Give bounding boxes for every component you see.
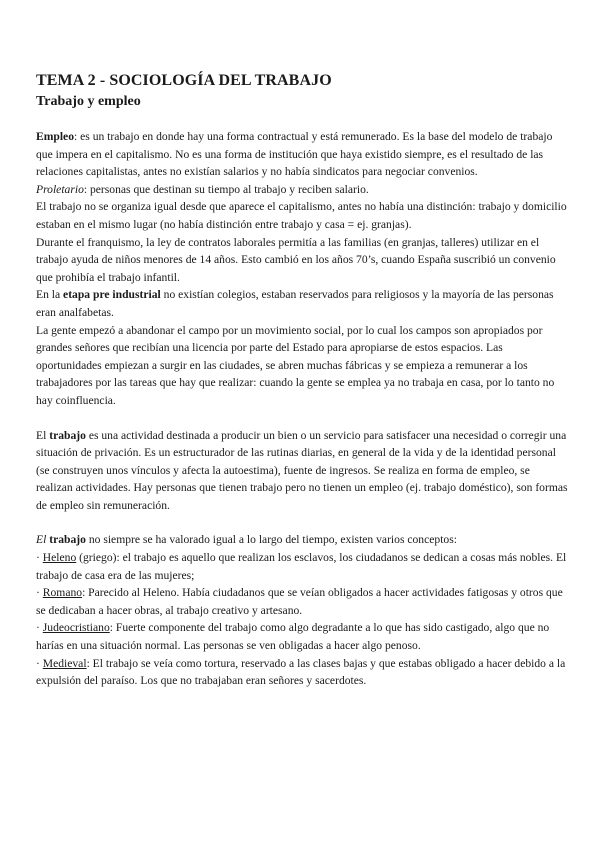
list-item-judeocristiano xyxy=(36,619,568,654)
section-empleo xyxy=(36,128,568,410)
paragraph-text: : personas que destinan su tiempo al trabajo y reciben salario. xyxy=(83,182,369,196)
paragraph-text: : es un trabajo en donde hay una forma contractual y está remunerado. Es la base del modelo de trabajo que impera en el capitalismo. No es una forma de institución que haya existido siempre, es el resultado de las relaciones capitalistas, antes no existían salarios y no había sindicatos para negociar convenios. xyxy=(36,130,553,179)
concept-label-romano: Romano xyxy=(42,586,83,600)
paragraph-text: El xyxy=(36,428,50,442)
list-item-heleno xyxy=(36,549,568,584)
list-item-text: (griego): el trabajo es aquello que realizan los esclavos, los ciudadanos se dedican a cosas más nobles. El trabajo de casa era de las mujeres; xyxy=(36,551,567,582)
section-conceptos xyxy=(36,531,568,689)
paragraph-empleo xyxy=(36,128,568,181)
title-topic-name: - SOCIOLOGÍA DEL TRABAJO xyxy=(95,72,332,89)
bullet: · xyxy=(36,656,43,670)
paragraph-franquismo: Durante el franquismo, la ley de contratos laborales permitía a las familias (en granjas, talleres) utilizar en el trabajo ayuda de niños menores de 14 años. Esto cambió en los años 70’s, cuando España suscribió un convenio que prohibía el trabajo infantil. xyxy=(36,235,556,284)
list-item-romano xyxy=(36,584,568,619)
paragraph-text: no siempre se ha valorado igual a lo largo del tiempo, existen varios conceptos: xyxy=(85,533,457,547)
list-item-medieval xyxy=(36,655,568,690)
page-subtitle: Trabajo y empleo xyxy=(36,94,141,109)
term-empleo: Empleo xyxy=(36,130,75,143)
list-item-text: : El trabajo se veía como tortura, reservado a las clases bajas y que estabas obligado a hacer debido a la expulsión del paraíso. Los que no trabajaban eran señores y sacerdotes. xyxy=(36,656,566,688)
paragraph-text: no existían colegios, estaban reservados para religiosos y la mayoría de las personas eran analfabetas. xyxy=(36,288,554,319)
paragraph-text: es una actividad destinada a producir un bien o un servicio para satisfacer una necesidad o corregir una situación de privación. Es un estructurador de las rutinas diarias, en general de la vida y de la identidad personal (se construyen unos vínculos y afecta la autoestima), fuente de ingresos. Se realiza en forma de empleo, se realizan actividades. Hay personas que tienen trabajo pero no tienen un empleo (ej. trabajo doméstico), son formas de empleo sin remuneración. xyxy=(36,428,568,512)
list-item-text: : Parecido al Heleno. Había ciudadanos que se veían obligados a hacer actividades fatigosas y otros que se dedicaban a hacer obras, al trabajo creativo y artesano. xyxy=(36,586,563,617)
paragraph-conceptos-intro xyxy=(36,531,568,549)
term-etapa-pre-industrial: etapa pre industrial xyxy=(63,288,161,302)
paragraph-text: En la xyxy=(36,288,64,302)
paragraph-campo: La gente empezó a abandonar el campo por un movimiento social, por lo cual los campos son apropiados por grandes señores que recibían una licencia por parte del Estado para apropiarse de estos espacios. Las oportunidades empiezan a surgir en las ciudades, se abren muchas fábricas y se empieza a remunerar a los trabajadores por las tareas que hay que realizar: cuando la gente se emplea ya no trabaja en casa, por lo tanto no hay coinfluencia. xyxy=(36,323,555,407)
term-trabajo: trabajo xyxy=(49,428,86,442)
paragraph-capitalismo: El trabajo no se organiza igual desde que aparece el capitalismo, antes no había una distinción: trabajo y domicilio estaban en el mismo lugar (no había distinción entre trabajo y casa = ej. granjas). xyxy=(36,200,567,231)
term-trabajo-2: trabajo xyxy=(49,533,86,547)
paragraph-proletario xyxy=(36,181,568,199)
concept-label-heleno: Heleno xyxy=(42,551,77,565)
term-proletario: Proletario xyxy=(36,182,84,196)
concept-label-judeocristiano: Judeocristiano xyxy=(42,621,110,635)
concept-label-medieval: Medieval xyxy=(42,656,87,670)
bullet: · xyxy=(36,551,43,565)
intro-article: El xyxy=(36,533,47,547)
paragraph-preindustrial xyxy=(36,286,568,321)
list-item-text: : Fuerte componente del trabajo como algo degradante a lo que has sido castigado, algo que no harías en una situación normal. Las personas se ven obligadas a hacer algo penoso. xyxy=(36,621,550,653)
title-topic-number: TEMA 2 xyxy=(36,72,96,89)
paragraph-trabajo xyxy=(36,427,568,515)
section-trabajo xyxy=(36,427,568,515)
bullet: · xyxy=(36,586,43,600)
page-title xyxy=(36,70,568,92)
bullet: · xyxy=(36,621,43,635)
